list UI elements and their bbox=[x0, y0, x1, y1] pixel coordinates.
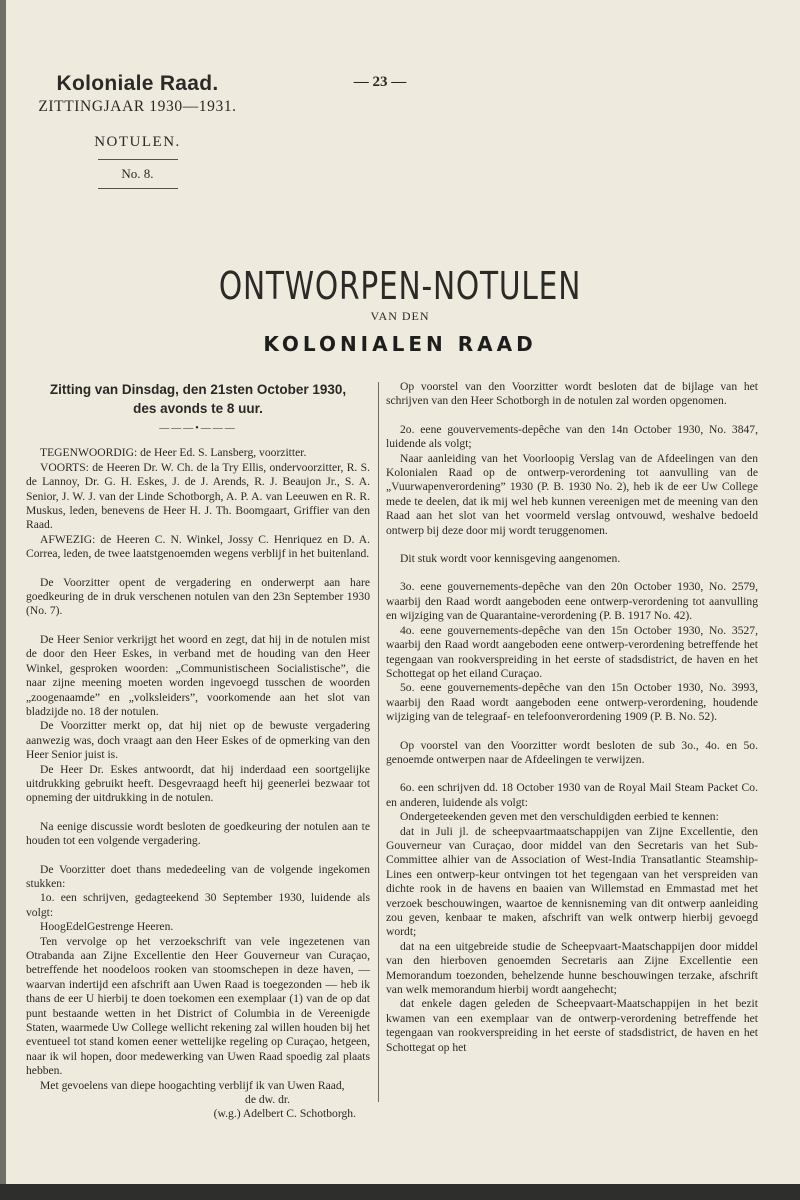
paragraph: 4o. eene gouvernements-depêche van den 15n October 1930, No. 3527, waarbij den Raad wordt aangeboden eene ontwerp-verordening betreffende het tegengaan van rookverspreiding in het eerste of stadsdistrict, de haven en het Schottegat op het eiland Curaçao. bbox=[386, 623, 758, 680]
paragraph: De Heer Dr. Eskes antwoordt, dat hij inderdaad een soortgelijke uitdrukking gebruikt heeft. Desgevraagd heeft hij geenerlei bezwaar tot opneming der uitdrukking in de notulen. bbox=[26, 762, 370, 805]
column-divider bbox=[378, 382, 379, 1102]
paragraph: dat in Juli jl. de scheepvaartmaatschappijen van Zijne Excellentie, den Gouverneur van Curaçao, door middel van den Secretaris van het Sub-Committee alhier van de Association of West-India Transatlantic Steamship-Lines een ontwerp-keur ontvingen tot het tegengaan van het verspreiden van dichte rook in de havens en baaien van Willemstad en Emmastad met het verzoek beschouwingen, waartoe de kennisneming van dit ontwerp aanleiding zou geven, kenbaar te maken, afschrift van welk ontwerp hierbij gevoegd wordt; bbox=[386, 824, 758, 939]
page-number: — 23 — bbox=[353, 74, 407, 90]
sitting-line-1: Zitting van Dinsdag, den 21sten October 1930, bbox=[49, 382, 347, 397]
paragraph: Dit stuk wordt voor kennisgeving aangenomen. bbox=[400, 552, 621, 566]
signature-line-1: de dw. dr. bbox=[245, 1093, 290, 1107]
letter-body: Ten vervolge op het verzoekschrift van vele ingezetenen van Otrabanda aan Zijne Excellentie den Heer Gouverneur van Curaçao, betreffende het noodeloos rooken van stoomschepen in deze haven, — waarvan indertijd een afschrift aan Uwen Raad is toegezonden — heb ik thans de eer U hierbij te doen toekomen een exemplaar (1) van de op dat punt bestaande wetten in het District of Columbia in de Vereenigde Staten, waarmede Uw College wellicht rekening zal willen houden bij het eventueel tot stand komen eener wettelijke regeling op Curaçao, hetgeen, naar ik wil hopen, door medewerking van Uwen Raad spoedig zal plaats hebben. bbox=[26, 934, 370, 1078]
scan-bottom-edge bbox=[0, 1184, 800, 1200]
paragraph: Naar aanleiding van het Voorloopig Verslag van de Afdeelingen van den Kolonialen Raad op de ontwerp-verordening tot aanvulling van de „Vuurwapenverordening” 1930 (P. B. 1930 No. 2), heb ik de eer Uw College mede te deelen, dat ik mij wel heb kunnen vereenigen met de meening van den Raad aan het slot van het voormeld verslag ontvouwd, weshalve bedoeld ontwerp bij deze door mij wordt teruggenomen. bbox=[386, 451, 758, 537]
paragraph: Op voorstel van den Voorzitter wordt besloten dat de bijlage van het schrijven van den Heer Schotborgh in de notulen zal worden opgenomen. bbox=[386, 380, 758, 408]
attendance-absent: AFWEZIG: de Heeren C. N. Winkel, Jossy C. Henriquez en D. A. Correa, leden, de twee laatstgenoemden wegens verblijf in het buitenland. bbox=[26, 532, 370, 561]
paragraph: 6o. een schrijven dd. 18 October 1930 van de Royal Mail Steam Packet Co. en anderen, luidende als volgt: bbox=[386, 781, 758, 809]
scan-edge bbox=[0, 0, 6, 1200]
paragraph: 3o. eene gouvernements-depêche van den 20n October 1930, No. 2579, waarbij den Raad wordt aangeboden eene ontwerp-verordening tot aanvulling en wijziging van de Quarantaine-verordening (P. B. 1917 No. 42). bbox=[386, 580, 758, 623]
subtitle-van-den: VAN DEN bbox=[370, 309, 430, 323]
paragraph: 2o. eene gouvervements-depêche van den 14n October 1930, No. 3847, luidende als volgt; bbox=[386, 422, 758, 451]
left-column bbox=[26, 380, 370, 1122]
sitting-heading bbox=[26, 380, 370, 418]
right-column bbox=[386, 380, 758, 1055]
main-title: ONTWORPEN-NOTULEN bbox=[218, 264, 582, 308]
notulen-label: NOTULEN. bbox=[94, 134, 181, 150]
paragraph: Ondergeteekenden geven met den verschuldigden eerbied te kennen: bbox=[400, 810, 719, 824]
paragraph: 5o. eene gouvernements-depêche van den 15n October 1930, No. 3993, waarbij den Raad wordt aangeboden eene ontwerp-verordening, houdende wijziging van de telegraaf- en telefoonverordening 1909 (P. B. No. 52). bbox=[386, 681, 758, 724]
paragraph: De Voorzitter doet thans mededeeling van de volgende ingekomen stukken: bbox=[26, 862, 370, 890]
paragraph: dat na een uitgebreide studie de Scheepvaart-Maatschappijen door middel van den hierboven genoemden Secretaris aan Zijne Excellentie een Memorandum toezonden, behelzende hunne beschouwingen terzake, afschrift van welk memorandum hierbij wordt aangehecht; bbox=[386, 939, 758, 997]
session-year: ZITTINGJAAR 1930—1931. bbox=[38, 98, 237, 115]
masthead-title: Koloniale Raad. bbox=[56, 72, 219, 95]
masthead-rule bbox=[98, 159, 178, 160]
attendance-present: TEGENWOORDIG: de Heer Ed. S. Lansberg, voorzitter. bbox=[40, 446, 307, 460]
attendance-also: VOORTS: de Heeren Dr. W. Ch. de la Try Ellis, ondervoorzitter, R. S. de Lannoy, Dr. G. H. Eskes, J. de J. Arends, R. J. Beaujon Jr., S. A. Senior, J. W. J. van der Linde Schotborgh, A. P. A. van Leeuwen en R. R. Muskus, leden, benevens de Heer H. J. Th. Boomgaart, Griffier van den Raad. bbox=[26, 460, 370, 532]
paragraph: dat enkele dagen geleden de Scheepvaart-Maatschappijen in het bezit kwamen van een exemplaar van de ontwerp-verordening betreffende het tegengaan van rookverspreiding in het eerste of stadsdistrict, de haven en het Schottegat op het bbox=[386, 997, 758, 1054]
masthead bbox=[30, 72, 245, 189]
paragraph: De Heer Senior verkrijgt het woord en zegt, dat hij in de notulen mist de door den Heer Eskes, in verband met de houding van den Heer Winkel, gesproken woorden: „Communistischeen Socialistische”, die naar zijne meening moeten worden ingevoegd tusschen de woorden „zoogenaamde” en „volksleiders”, voorkomende aan het slot van bladzijde no. 18 der notulen. bbox=[26, 632, 370, 718]
paragraph: 1o. een schrijven, gedagteekend 30 September 1930, luidende als volgt: bbox=[26, 891, 370, 919]
letter-closing: Met gevoelens van diepe hoogachting verblijf ik van Uwen Raad, bbox=[40, 1078, 345, 1092]
letter-salutation: HoogEdelGestrenge Heeren. bbox=[40, 920, 174, 934]
paragraph: De Voorzitter opent de vergadering en onderwerpt aan hare goedkeuring de in druk verschenen notulen van den 23n September 1930 (No. 7). bbox=[26, 575, 370, 618]
masthead-rule-bottom bbox=[98, 188, 178, 189]
paragraph: Op voorstel van den Voorzitter wordt besloten de sub 3o., 4o. en 5o. genoemde ontwerpen naar de Afdeelingen te verwijzen. bbox=[386, 738, 758, 766]
sitting-line-2: des avonds te 8 uur. bbox=[133, 401, 263, 416]
paragraph: De Voorzitter merkt op, dat hij niet op de bewuste vergadering aanwezig was, doch vraagt aan den Heer Eskes of de opmerking van den Heer Senior juist is. bbox=[26, 719, 370, 762]
council-title: KOLONIALEN RAAD bbox=[263, 332, 537, 356]
paragraph: Na eenige discussie wordt besloten de goedkeuring der notulen aan te houden tot een volgende vergadering. bbox=[26, 819, 370, 848]
ornament-divider: ———•——— bbox=[159, 423, 237, 434]
signature-line-2: (w.g.) Adelbert C. Schotborgh. bbox=[213, 1107, 356, 1121]
issue-number: No. 8. bbox=[121, 166, 154, 181]
